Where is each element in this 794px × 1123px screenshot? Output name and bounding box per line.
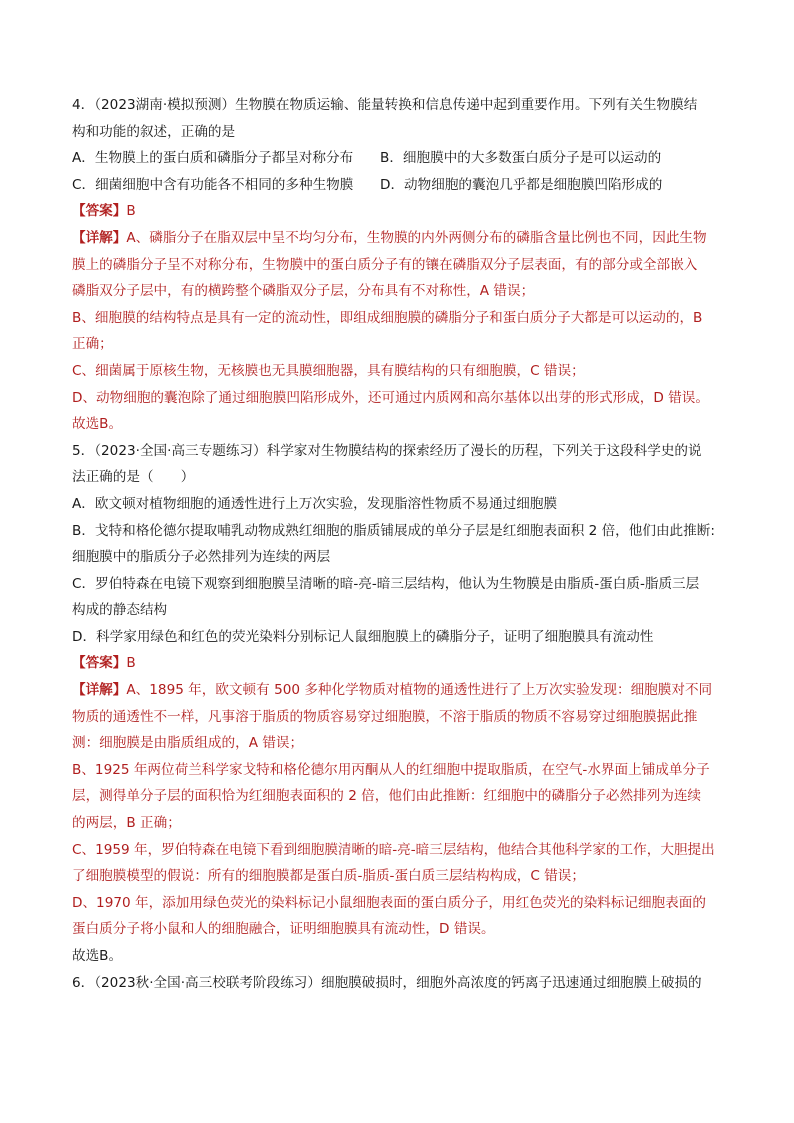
detail-text: A、1895 年，欧文顿有 500 多种化学物质对植物的通透性进行了上万次实验发现：细胞膜对不同 — [126, 682, 713, 699]
question-4-option-a: A．生物膜上的蛋白质和磷脂分子都呈对称分布 — [72, 150, 354, 167]
question-5-answer — [72, 650, 724, 677]
question-5-option-b-line-2: 细胞膜中的脂质分子必然排列为连续的两层 — [72, 549, 331, 566]
answer-tag: 【答案】 — [72, 203, 127, 220]
answer-tag: 【答案】 — [72, 655, 127, 672]
question-4-options-row-2 — [72, 172, 724, 199]
question-5-detail-line — [72, 677, 724, 704]
question-5-detail-line: 蛋白质分子将小鼠和人的细胞融合，证明细胞膜具有流动性，D 错误。 — [72, 921, 495, 938]
question-4-detail-line: B、细胞膜的结构特点是具有一定的流动性，即组成细胞膜的磷脂分子和蛋白质分子大都是可以运动的，B — [72, 309, 703, 326]
question-5-detail-line: 了细胞膜模型的假说：所有的细胞膜都是蛋白质-脂质-蛋白质三层结构构成，C 错误； — [72, 868, 585, 885]
answer-value: B — [126, 203, 136, 220]
question-5-conclusion: 故选B。 — [72, 948, 123, 964]
question-5-option-d: D．科学家用绿色和红色的荧光染料分别标记人鼠细胞膜上的磷脂分子，证明了细胞膜具有流动性 — [72, 628, 654, 645]
question-5-detail-line: D、1970 年，添加用绿色荧光的染料标记小鼠细胞表面的蛋白质分子，用红色荧光的染料标记细胞表面的 — [72, 894, 706, 911]
question-5-option-c-line-1: C．罗伯特森在电镜下观察到细胞膜呈清晰的暗-亮-暗三层结构，他认为生物膜是由脂质-蛋白质-脂质三层 — [72, 575, 700, 592]
question-5-option-b-line-1: B．戈特和格伦德尔提取哺乳动物成熟红细胞的脂质铺展成的单分子层是红细胞表面积 2 倍，他们由此推断: — [72, 522, 715, 539]
question-5-stem-line-1: 5．（2023·全国·高三专题练习）科学家对生物膜结构的探索经历了漫长的历程，下列关于这段科学史的说 — [72, 442, 702, 459]
question-5-option-c-line-2: 构成的静态结构 — [72, 602, 168, 619]
detail-tag: 【详解】 — [72, 682, 127, 699]
question-4-detail-line: D、动物细胞的囊泡除了通过细胞膜凹陷形成外，还可通过内质网和高尔基体以出芽的形式形成，D 错误。 — [72, 389, 709, 406]
question-4-detail-line: C、细菌属于原核生物，无核膜也无具膜细胞器，具有膜结构的只有细胞膜，C 错误； — [72, 362, 585, 379]
question-4-options-row-1 — [72, 145, 724, 172]
question-4-stem-line-2: 构和功能的叙述，正确的是 — [72, 123, 236, 140]
document-content — [72, 92, 724, 996]
question-4-option-d: D．动物细胞的囊泡几乎都是细胞膜凹陷形成的 — [380, 176, 663, 193]
question-4-stem-line-1: 4．（2023湖南·模拟预测）生物膜在物质运输、能量转换和信息传递中起到重要作用。下列有关生物膜结 — [72, 97, 698, 113]
question-5-detail-line: 的两层，B 正确； — [72, 815, 181, 832]
question-5-detail-line: 层，测得单分子层的面积恰为红细胞表面积的 2 倍，他们由此推断：红细胞中的磷脂分子必然排列为连续 — [72, 788, 702, 805]
detail-text: A、磷脂分子在脂双层中呈不均匀分布，生物膜的内外两侧分布的磷脂含量比例也不同，因此生物 — [126, 229, 707, 246]
question-4-conclusion: 故选B。 — [72, 416, 123, 433]
question-5-detail-line: 物质的通透性不一样，凡事溶于脂质的物质容易穿过细胞膜，不溶于脂质的物质不容易穿过细胞膜据此推 — [72, 708, 698, 725]
question-4-detail-line: 正确； — [72, 336, 113, 353]
question-5-detail-line: C、1959 年，罗伯特森在电镜下看到细胞膜清晰的暗-亮-暗三层结构，他结合其他科学家的工作，大胆提出 — [72, 841, 715, 858]
question-5-detail-line: 测：细胞膜是由脂质组成的，A 错误； — [72, 735, 304, 752]
question-4-detail-line — [72, 225, 724, 252]
question-5-detail-line: B、1925 年两位荷兰科学家戈特和格伦德尔用丙酮从人的红细胞中提取脂质，在空气-水界面上铺成单分子 — [72, 761, 710, 778]
question-5-option-a: A．欧文顿对植物细胞的通透性进行上万次实验，发现脂溶性物质不易通过细胞膜 — [72, 495, 558, 512]
answer-value: B — [126, 655, 136, 672]
question-4-detail-line: 磷脂双分子层中，有的横跨整个磷脂双分子层，分布具有不对称性，A 错误； — [72, 283, 535, 300]
question-4-option-b: B．细胞膜中的大多数蛋白质分子是可以运动的 — [380, 150, 662, 167]
detail-tag: 【详解】 — [72, 229, 127, 246]
question-4-answer — [72, 198, 724, 225]
question-5-stem-line-2: 法正确的是（ ） — [72, 469, 195, 486]
question-4-option-c: C．细菌细胞中含有功能各不相同的多种生物膜 — [72, 176, 354, 193]
question-6-stem-line-1: 6．（2023秋·全国·高三校联考阶段练习）细胞膜破损时，细胞外高浓度的钙离子迅速通过细胞膜上破损的 — [72, 974, 702, 991]
question-4-detail-line: 膜上的磷脂分子呈不对称分布，生物膜中的蛋白质分子有的镶在磷脂双分子层表面，有的部分或全部嵌入 — [72, 256, 698, 273]
